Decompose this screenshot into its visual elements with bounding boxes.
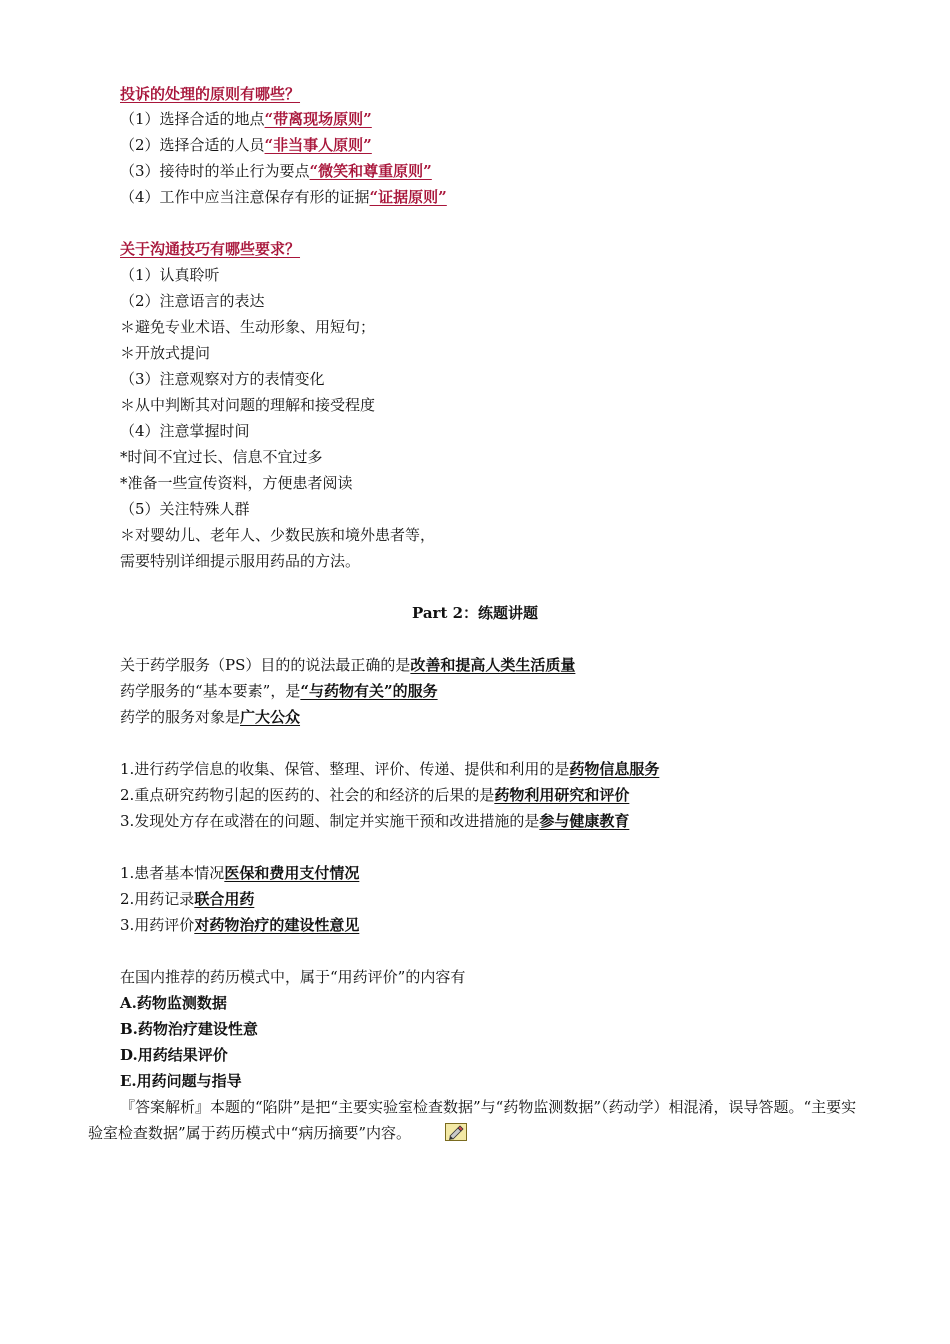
- section2-line: ＊对婴幼儿、老年人、少数民族和境外患者等，: [120, 526, 436, 544]
- qa-answer: 改善和提高人类生活质量: [410, 656, 576, 674]
- section2-line: （1）认真聆听: [120, 266, 220, 284]
- section2-line: 需要特别详细提示服用药品的方法。: [120, 552, 361, 570]
- option-e: E.用药问题与指导: [120, 1072, 242, 1090]
- qa-line: [120, 759, 659, 779]
- item-text: （4）工作中应当注意保存有形的证据: [120, 188, 370, 206]
- qa-line: [120, 655, 575, 675]
- section1-item: [120, 135, 372, 155]
- section1-title: 投诉的处理的原则有哪些？: [120, 85, 301, 103]
- section2-line: ＊开放式提问: [120, 344, 211, 362]
- qa-text: 3.发现处方存在或潜在的问题、制定并实施干预和改进措施的是: [120, 812, 540, 830]
- item-highlight: “证据原则”: [369, 188, 447, 206]
- item-highlight: “带离现场原则”: [264, 110, 372, 128]
- question-text: 在国内推荐的药历模式中，属于“用药评价”的内容有: [120, 968, 466, 986]
- qa-answer: 对药物治疗的建设性意见: [194, 916, 360, 934]
- item-text: （1）选择合适的地点: [120, 110, 265, 128]
- option-b: B.药物治疗建设性意: [120, 1020, 258, 1038]
- qa-line: [120, 681, 438, 701]
- section2-line: （4）注意掌握时间: [120, 422, 250, 440]
- section2-line: *准备一些宣传资料，方便患者阅读: [120, 474, 353, 492]
- qa-text: 药学服务的“基本要素”，是: [120, 682, 301, 700]
- section1-item: [120, 161, 432, 181]
- qa-line: [120, 707, 300, 727]
- qa-text: 关于药学服务（PS）目的的说法最正确的是: [120, 656, 411, 674]
- qa-text: 2.用药记录: [120, 890, 195, 908]
- qa-answer: 联合用药: [194, 890, 255, 908]
- qa-answer: “与药物有关”的服务: [300, 682, 438, 700]
- qa-text: 药学的服务对象是: [120, 708, 241, 726]
- section2-line: （3）注意观察对方的表情变化: [120, 370, 325, 388]
- qa-line: [120, 785, 629, 805]
- qa-text: 1.患者基本情况: [120, 864, 225, 882]
- qa-answer: 参与健康教育: [539, 812, 630, 830]
- qa-answer: 广大公众: [240, 708, 301, 726]
- section2-line: ＊从中判断其对问题的理解和接受程度: [120, 396, 376, 414]
- item-highlight: “非当事人原则”: [264, 136, 372, 154]
- qa-line: [120, 811, 629, 831]
- item-highlight: “微笑和尊重原则”: [309, 162, 432, 180]
- section2-line: *时间不宜过长、信息不宜过多: [120, 448, 323, 466]
- qa-answer: 药物利用研究和评价: [494, 786, 630, 804]
- qa-answer: 药物信息服务: [569, 760, 660, 778]
- section2-line: ＊避免专业术语、生动形象、用短句；: [120, 318, 376, 336]
- qa-line: [120, 863, 359, 883]
- qa-line: [120, 915, 359, 935]
- qa-text: 1.进行药学信息的收集、保管、整理、评价、传递、提供和利用的是: [120, 760, 570, 778]
- option-d: D.用药结果评价: [120, 1046, 228, 1064]
- section1-item: [120, 187, 447, 207]
- option-a: A.药物监测数据: [120, 994, 227, 1012]
- section1-item: [120, 109, 372, 129]
- item-text: （3）接待时的举止行为要点: [120, 162, 310, 180]
- section2-line: （5）关注特殊人群: [120, 500, 250, 518]
- answer-analysis: [88, 1094, 868, 1146]
- item-text: （2）选择合适的人员: [120, 136, 265, 154]
- qa-text: 2.重点研究药物引起的医药的、社会的和经济的后果的是: [120, 786, 495, 804]
- qa-answer: 医保和费用支付情况: [224, 864, 360, 882]
- pencil-note-icon[interactable]: [413, 1123, 435, 1141]
- analysis-text: 『答案解析』本题的“陷阱”是把“主要实验室检查数据”与“药物监测数据”（药动学）相混淆，误导答题。“主要实验室检查数据”属于药历模式中“病历摘要”内容。: [88, 1098, 857, 1142]
- part2-title: Part 2：练题讲题: [411, 604, 539, 622]
- section2-title: 关于沟通技巧有哪些要求？: [120, 240, 301, 258]
- section2-line: （2）注意语言的表达: [120, 292, 265, 310]
- qa-line: [120, 889, 254, 909]
- qa-text: 3.用药评价: [120, 916, 195, 934]
